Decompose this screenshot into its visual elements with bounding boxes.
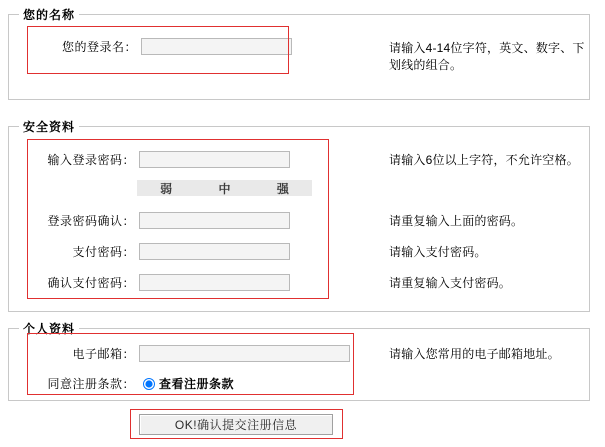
input-password[interactable] — [139, 151, 290, 168]
strength-strong-label: 强 — [276, 181, 289, 196]
link-view-terms[interactable]: 查看注册条款 — [159, 377, 235, 391]
label-login-name: 您的登录名： — [61, 40, 137, 54]
hint-pay-password: 请输入支付密码。 — [389, 245, 487, 259]
hint-email: 请输入您常用的电子邮箱地址。 — [389, 347, 560, 361]
row-pay-password-confirm — [35, 274, 290, 291]
row-password — [35, 151, 290, 168]
input-email[interactable] — [139, 345, 350, 362]
label-agree-terms: 同意注册条款： — [47, 377, 135, 391]
row-password-confirm — [35, 212, 290, 229]
input-login-name[interactable] — [141, 38, 292, 55]
password-strength-meter — [137, 180, 312, 196]
input-pay-password[interactable] — [139, 243, 290, 260]
label-email: 电子邮箱： — [72, 347, 135, 361]
row-pay-password — [35, 243, 290, 260]
label-pay-password-confirm: 确认支付密码： — [47, 276, 135, 290]
input-password-confirm[interactable] — [139, 212, 290, 229]
hint-login-name: 请输入4-14位字符，英文、数字、下划线的组合。 — [389, 41, 585, 72]
fieldset-security-info-legend: 安全资料 — [23, 120, 76, 134]
strength-weak-label: 弱 — [160, 181, 173, 196]
hint-pay-password-confirm: 请重复输入支付密码。 — [389, 276, 512, 290]
row-email — [57, 345, 350, 362]
hint-password: 请输入6位以上字符，不允许空格。 — [389, 153, 579, 167]
fieldset-personal-info-legend: 个人资料 — [23, 322, 76, 336]
submit-registration-button[interactable]: OK!确认提交注册信息 — [139, 414, 333, 435]
hint-password-confirm: 请重复输入上面的密码。 — [389, 214, 524, 228]
radio-agree-terms[interactable] — [143, 378, 155, 390]
strength-medium-label: 中 — [218, 181, 231, 196]
fieldset-your-name-legend: 您的名称 — [23, 8, 76, 22]
row-agree-terms — [35, 375, 234, 392]
row-login-name — [47, 38, 292, 55]
input-pay-password-confirm[interactable] — [139, 274, 290, 291]
label-password-confirm: 登录密码确认： — [47, 214, 135, 228]
label-password: 输入登录密码： — [47, 153, 135, 167]
label-pay-password: 支付密码： — [72, 245, 135, 259]
